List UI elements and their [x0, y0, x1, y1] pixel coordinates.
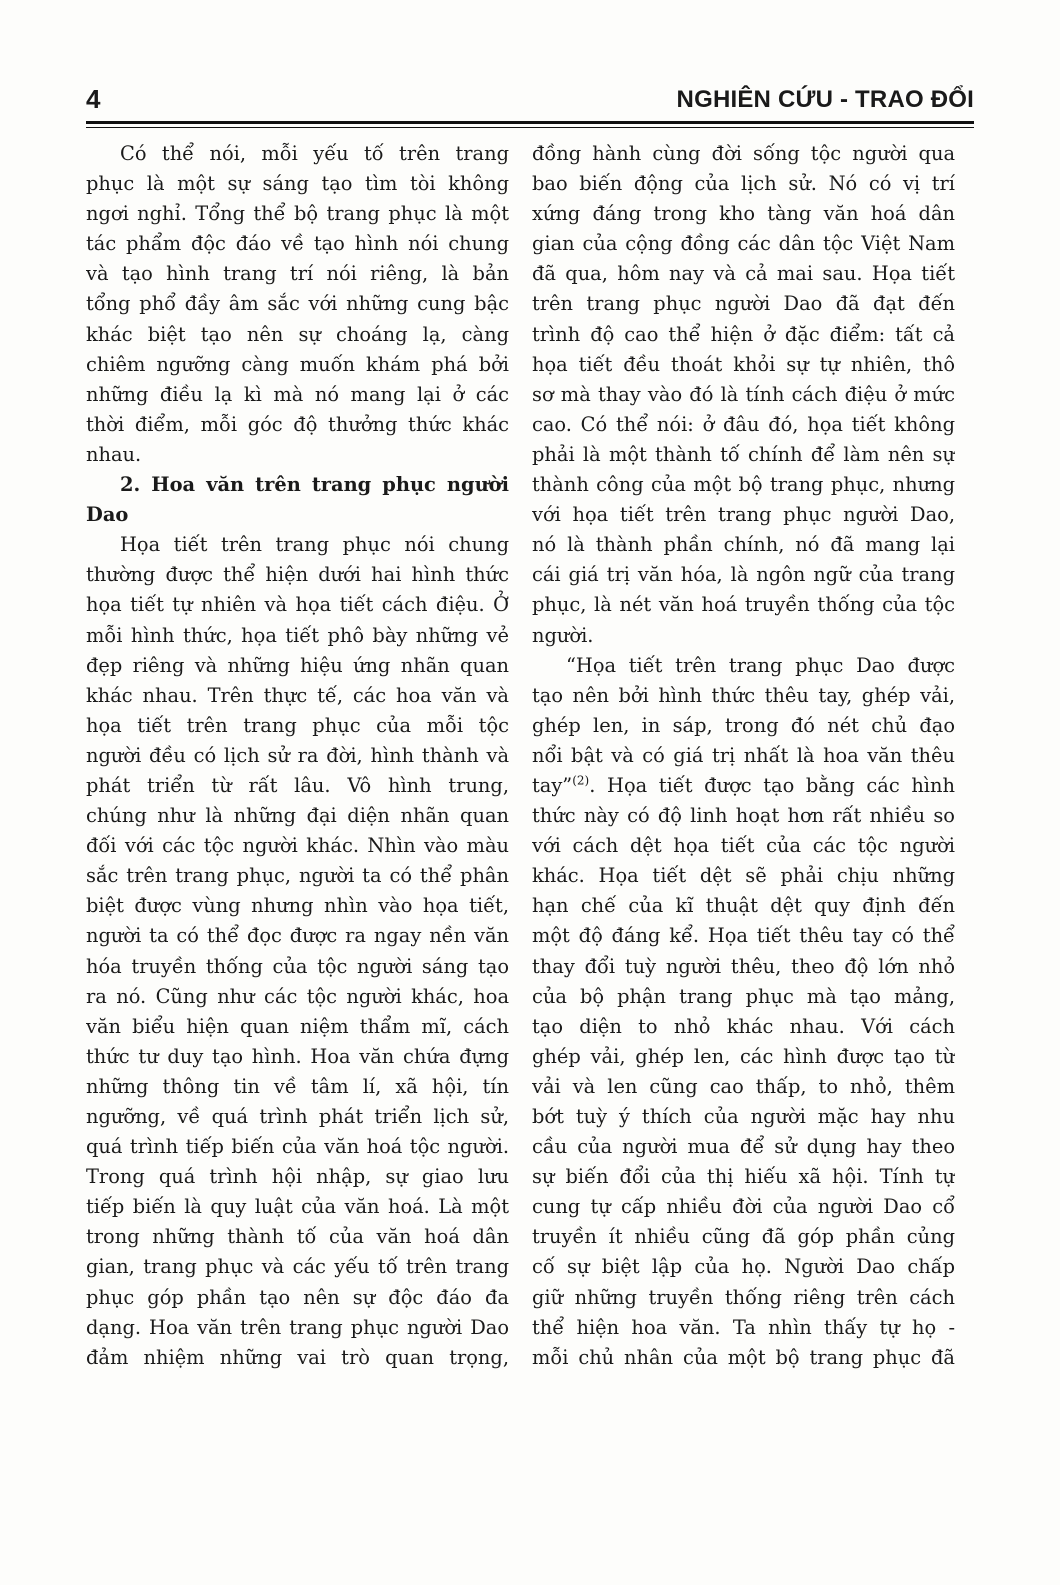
- line-text: văn biểu hiện quan niệm thẩm mĩ, cách: [86, 1014, 509, 1038]
- left-column: [86, 139, 509, 1373]
- text-line: [532, 380, 955, 410]
- text-line: [86, 1102, 509, 1132]
- text-line: [86, 229, 509, 259]
- line-text: 2. Hoa văn trên trang phục người: [120, 473, 509, 497]
- line-text: ghép vải, ghép len, các hình được tạo từ: [532, 1044, 955, 1068]
- line-text: chúng như là những đại diện nhãn quan: [86, 804, 509, 828]
- text-line: [86, 259, 509, 289]
- text-line: [86, 169, 509, 199]
- footnote-ref: (2): [572, 773, 590, 788]
- text-line: [532, 1012, 955, 1042]
- text-line: [86, 621, 509, 651]
- page-header: [86, 84, 974, 124]
- text-line: [532, 1343, 955, 1373]
- text-line: [86, 1283, 509, 1313]
- text-line: [532, 560, 955, 590]
- line-text: cái giá trị văn hóa, là ngôn ngữ của trang: [532, 563, 955, 587]
- line-text: “Họa tiết trên trang phục Dao được: [566, 653, 955, 677]
- line-text: sơ mà thay vào đó là tính cách điệu ở mức: [532, 382, 955, 406]
- line-text: tay”: [532, 773, 573, 797]
- text-line: [86, 651, 509, 681]
- header-rule-thin: [86, 127, 974, 128]
- line-text: họa tiết trên trang phục của mỗi tộc: [86, 713, 509, 737]
- line-text: người đều có lịch sử ra đời, hình thành và: [86, 743, 509, 767]
- text-line: [532, 681, 955, 711]
- line-text-tail: . Họa tiết được tạo bằng các hình: [589, 773, 955, 797]
- line-text: đảm nhiệm những vai trò quan trọng,: [86, 1345, 509, 1369]
- line-text: bớt tuỳ ý thích của người mặc hay nhu: [532, 1105, 955, 1128]
- text-line: [532, 891, 955, 921]
- line-text: sự biến đổi của thị hiếu xã hội. Tính tự: [532, 1165, 955, 1189]
- text-line: [532, 621, 955, 651]
- text-line: [86, 530, 509, 560]
- line-text: bao biến động của lịch sử. Nó có vị trí: [532, 172, 955, 196]
- line-text: cao. Có thể nói: ở đâu đó, họa tiết không: [532, 412, 955, 436]
- right-column: [532, 139, 955, 1373]
- line-text: nó là thành phần chính, nó đã mang lại: [532, 533, 955, 557]
- text-line: [86, 1222, 509, 1252]
- line-text: phục là một sự sáng tạo tìm tòi không: [86, 172, 509, 196]
- line-text: khác. Họa tiết dệt sẽ phải chịu những: [532, 864, 955, 888]
- line-text: đẹp riêng và những hiệu ứng nhãn quan: [86, 653, 509, 677]
- line-text: ra nó. Cũng như các tộc người khác, hoa: [86, 984, 509, 1008]
- line-text: tác phẩm độc đáo về tạo hình nói chung: [86, 232, 509, 256]
- line-text: ngưỡng, về quá trình phát triển lịch sử,: [86, 1105, 509, 1128]
- header-rule-thick: [86, 121, 974, 124]
- text-line: [532, 982, 955, 1012]
- line-text: xứng đáng trong kho tàng văn hoá dân: [532, 202, 955, 226]
- line-text: ghép len, in sáp, trong đó nét chủ đạo: [532, 713, 955, 737]
- line-text: người.: [532, 623, 594, 647]
- line-text: sắc trên trang phục, người ta có thể phân: [86, 864, 509, 888]
- text-line: [86, 440, 509, 470]
- text-line: [86, 560, 509, 590]
- line-text: cố sự biệt lập của họ. Người Dao chấp: [532, 1255, 955, 1279]
- text-line: [532, 410, 955, 440]
- line-text: gian, trang phục và các yếu tố trên trang: [86, 1255, 509, 1279]
- line-text: Có thể nói, mỗi yếu tố trên trang: [120, 142, 509, 165]
- line-text: thời điểm, mỗi góc độ thưởng thức khác: [86, 412, 509, 436]
- text-line: [86, 320, 509, 350]
- text-line: [86, 1313, 509, 1343]
- line-text: họa tiết tự nhiên và họa tiết cách điệu. Ở: [86, 593, 509, 617]
- line-text: và tạo hình trang trí nói riêng, là bản: [86, 262, 509, 286]
- line-text: Dao: [86, 503, 129, 527]
- text-line: [86, 982, 509, 1012]
- section-heading-line: [86, 500, 509, 530]
- text-line: [532, 440, 955, 470]
- text-line: [532, 1072, 955, 1102]
- text-line: [86, 891, 509, 921]
- line-text: của bộ phận trang phục mà tạo mảng,: [532, 984, 955, 1008]
- text-line: [532, 500, 955, 530]
- line-text: phải là một thành tố chính để làm nên sự: [532, 442, 955, 466]
- text-line: [532, 1042, 955, 1072]
- text-line: [86, 350, 509, 380]
- text-line: [532, 1102, 955, 1132]
- text-line: [532, 229, 955, 259]
- text-line: [532, 831, 955, 861]
- text-line: [532, 320, 955, 350]
- line-text: với họa tiết trên trang phục người Dao,: [532, 503, 955, 527]
- text-line: [86, 199, 509, 229]
- text-line: [532, 1252, 955, 1282]
- text-line: [532, 1162, 955, 1192]
- line-text: tổng phổ đầy âm sắc với những cung bậc: [86, 292, 509, 316]
- text-line: [86, 1192, 509, 1222]
- text-line: [532, 289, 955, 319]
- line-text: đồng hành cùng đời sống tộc người qua: [532, 142, 955, 165]
- line-text: thức tư duy tạo hình. Hoa văn chứa đựng: [86, 1044, 509, 1068]
- line-text: tiếp biến là quy luật của văn hoá. Là một: [86, 1195, 509, 1219]
- line-text: thay đổi tuỳ người thêu, theo độ lớn nhỏ: [532, 954, 955, 978]
- section-heading-line: [86, 470, 509, 500]
- text-line: [532, 1313, 955, 1343]
- text-line: [532, 651, 955, 681]
- text-line: [86, 861, 509, 891]
- text-line: [532, 470, 955, 500]
- line-text: dạng. Hoa văn trên trang phục người Dao: [86, 1315, 509, 1339]
- text-line: [532, 801, 955, 831]
- text-line: [532, 169, 955, 199]
- line-text: trên trang phục người Dao đã đạt đến: [532, 292, 955, 316]
- line-text: người ta có thể đọc được ra ngay nền văn: [86, 924, 509, 948]
- text-line: [86, 831, 509, 861]
- line-text: những thông tin về tâm lí, xã hội, tín: [86, 1074, 509, 1098]
- text-line: [532, 921, 955, 951]
- text-line: [532, 1132, 955, 1162]
- line-text: cung tự cấp nhiều đời của người Dao cổ: [532, 1195, 955, 1219]
- line-text: giữ những truyền thống riêng trên cách: [532, 1285, 955, 1309]
- text-line: [86, 741, 509, 771]
- text-line: [532, 199, 955, 229]
- line-text: quá trình tiếp biến của văn hoá tộc người.: [86, 1135, 509, 1159]
- line-text: biệt được vùng nhưng nhìn vào họa tiết,: [86, 894, 509, 918]
- text-line: [532, 350, 955, 380]
- text-line: [532, 259, 955, 289]
- line-text: trong những thành tố của văn hoá dân: [86, 1225, 509, 1249]
- text-line: [86, 801, 509, 831]
- text-line: [86, 289, 509, 319]
- line-text: khác nhau. Trên thực tế, các hoa văn và: [86, 683, 509, 707]
- line-text: thức này có độ linh hoạt hơn rất nhiều so: [532, 804, 955, 828]
- line-text: trình độ cao thể hiện ở đặc điểm: tất cả: [532, 322, 955, 346]
- line-text: truyền ít nhiều cũng đã góp phần củng: [532, 1225, 955, 1249]
- text-line: [532, 1192, 955, 1222]
- text-line: [86, 711, 509, 741]
- text-line: [532, 590, 955, 620]
- line-text: Họa tiết trên trang phục nói chung: [120, 533, 509, 557]
- text-line: [86, 771, 509, 801]
- text-line: [86, 952, 509, 982]
- text-line: [86, 1162, 509, 1192]
- text-line: [86, 380, 509, 410]
- line-text: họa tiết đều thoát khỏi sự tự nhiên, thô: [532, 352, 955, 376]
- line-text: ngơi nghỉ. Tổng thể bộ trang phục là một: [86, 202, 509, 226]
- text-line: [86, 1252, 509, 1282]
- text-line: [532, 861, 955, 891]
- line-text: Trong quá trình hội nhập, sự giao lưu: [86, 1165, 509, 1189]
- text-line: [532, 952, 955, 982]
- line-text: mỗi chủ nhân của một bộ trang phục đã: [532, 1345, 955, 1369]
- line-text: nhau.: [86, 442, 142, 466]
- line-text: một độ đáng kể. Họa tiết thêu tay có thể: [532, 924, 955, 948]
- line-text: mỗi hình thức, họa tiết phô bày những vẻ: [86, 623, 509, 647]
- line-text: hóa truyền thống của tộc người sáng tạo: [86, 954, 509, 978]
- text-line: [86, 1072, 509, 1102]
- text-line: [86, 410, 509, 440]
- line-text: nổi bật và có giá trị nhất là hoa văn thêu: [532, 743, 955, 767]
- line-text: cầu của người mua để sử dụng hay theo: [532, 1135, 955, 1159]
- line-text: tạo diện to nhỏ khác nhau. Với cách: [532, 1014, 955, 1038]
- line-text: phục góp phần tạo nên sự độc đáo đa: [86, 1285, 509, 1309]
- text-line: [532, 530, 955, 560]
- line-text: thành công của một bộ trang phục, nhưng: [532, 473, 955, 497]
- line-text: với cách dệt họa tiết của các tộc người: [532, 834, 955, 858]
- text-line: [532, 1222, 955, 1252]
- running-title: NGHIÊN CỨU - TRAO ĐỔI: [676, 86, 974, 113]
- text-line: [532, 139, 955, 169]
- text-line: [86, 1012, 509, 1042]
- line-text: những điều lạ kì mà nó mang lại ở các: [86, 382, 509, 406]
- text-line: [532, 711, 955, 741]
- text-line: [86, 681, 509, 711]
- line-text: phát triển từ rất lâu. Vô hình trung,: [86, 773, 509, 797]
- text-line: [532, 741, 955, 771]
- text-line: [86, 921, 509, 951]
- line-text: tạo nên bởi hình thức thêu tay, ghép vải,: [532, 683, 955, 707]
- line-text: khác biệt tạo nên sự choáng lạ, càng: [86, 322, 509, 346]
- line-text: thể hiện hoa văn. Ta nhìn thấy tự họ -: [532, 1315, 955, 1339]
- line-text: vải và len cũng cao thấp, to nhỏ, thêm: [532, 1074, 955, 1098]
- text-line: [86, 139, 509, 169]
- line-text: thường được thể hiện dưới hai hình thức: [86, 563, 509, 587]
- line-text: đã qua, hôm nay và cả mai sau. Họa tiết: [532, 262, 955, 286]
- text-line: [86, 1042, 509, 1072]
- text-line: [86, 1132, 509, 1162]
- text-line: [86, 590, 509, 620]
- line-text: hạn chế của kĩ thuật dệt quy định đến: [532, 894, 955, 918]
- line-text: phục, là nét văn hoá truyền thống của tộc: [532, 593, 955, 617]
- text-line: [532, 1283, 955, 1313]
- text-line: [86, 1343, 509, 1373]
- text-line: [532, 771, 955, 801]
- line-text: gian của cộng đồng các dân tộc Việt Nam: [532, 232, 955, 256]
- page-number: 4: [86, 84, 101, 114]
- line-text: chiêm ngưỡng càng muốn khám phá bởi: [86, 352, 509, 376]
- line-text: đối với các tộc người khác. Nhìn vào màu: [86, 834, 509, 858]
